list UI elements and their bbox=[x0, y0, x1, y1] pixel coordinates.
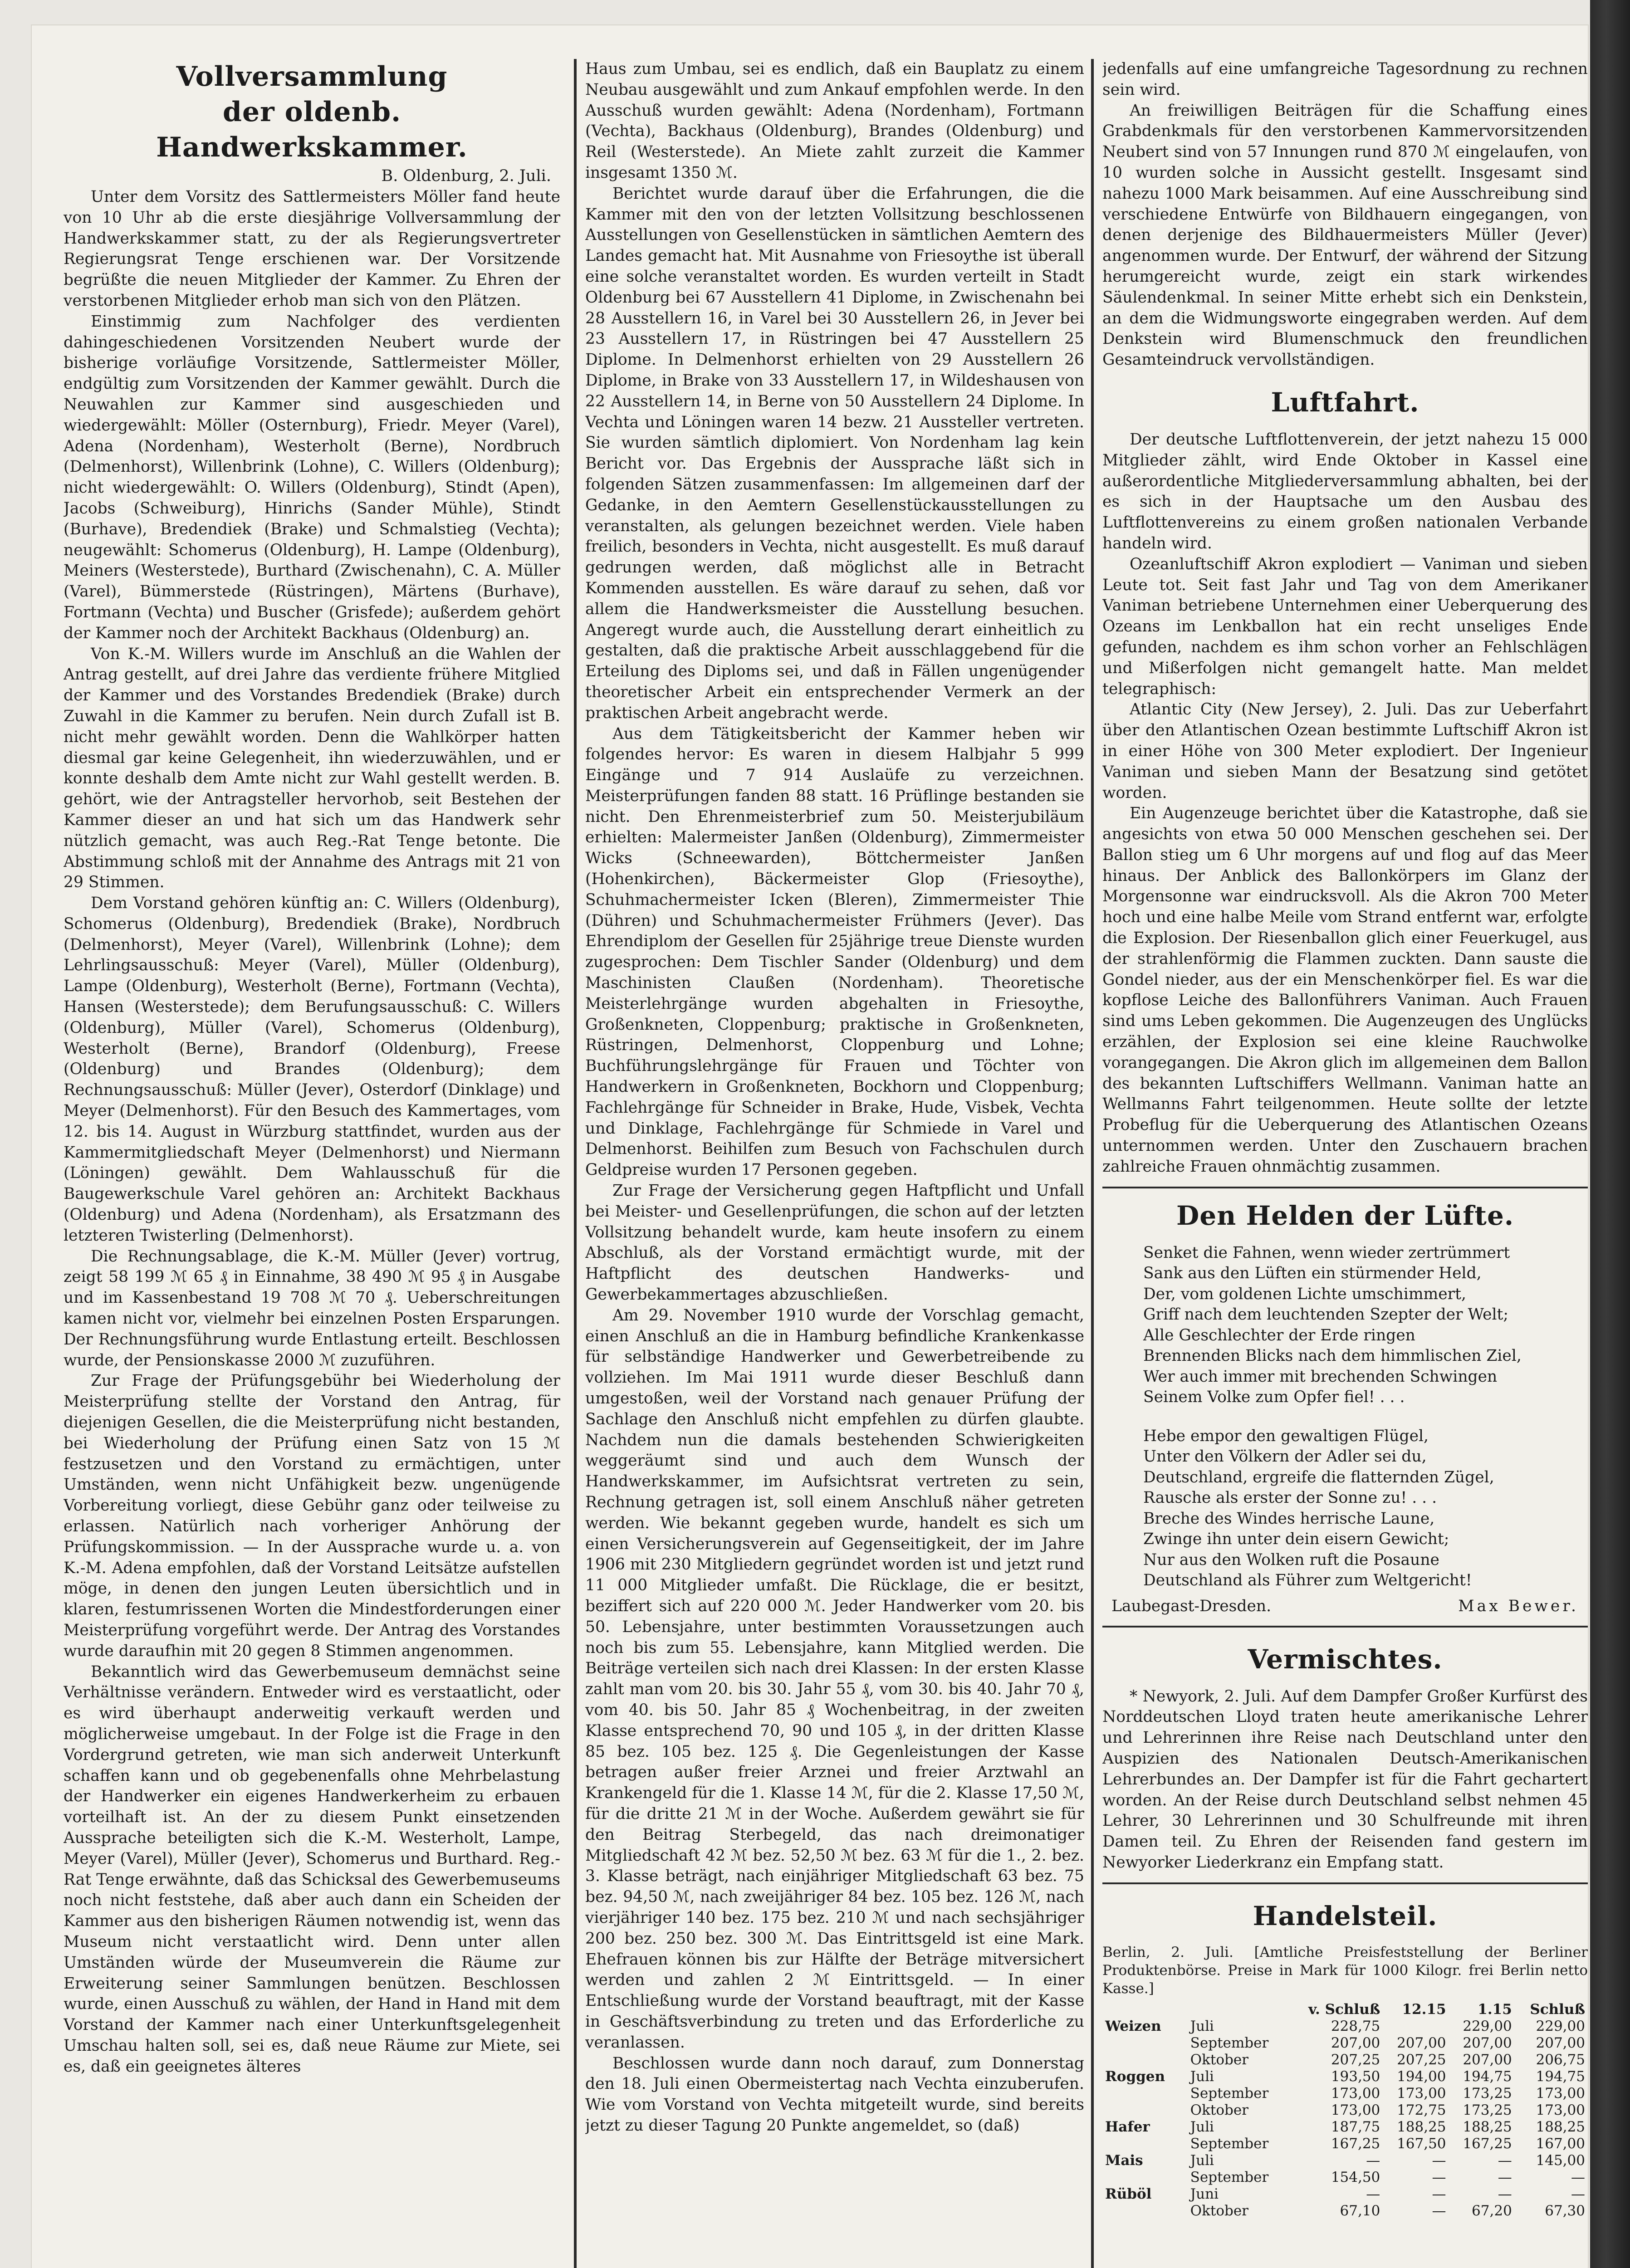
column-2 bbox=[585, 59, 1084, 2268]
paragraph: Aus dem Tätigkeitsbericht der Kammer heben wir folgendes hervor: Es waren in diesem Halbjahr 5 999 Eingänge und 7 914 Auslaüfe zu verzeichnen. Meisterprüfungen fanden 88 statt. 16 Prüflinge bestanden sie nicht. Den Ehrenmeisterbrief zum 50. Meisterjubiläum erhielten: Malermeister Janßen (Oldenburg), Zimmermeister Wicks (Schneewarden), Böttchermeister Janßen (Hohenkirchen), Bäckermeister Glop (Friesoythe), Schuhmachermeister Icken (Bleren), Zimmermeister Thie (Dühren) und Schuhmachermeister Frühmers (Jever). Das Ehrendiplom der Gesellen für 25jährige treue Dienste wurden zugesprochen: Dem Tischler Sander (Oldenburg) und dem Maschinisten Claußen (Nordenham). Theoretische Meisterlehrgänge wurden abgehalten in Friesoythe, Großenkneten, Cloppenburg; praktische in Großenkneten, Rüstringen, Delmenhorst, Cloppenburg und Lohne; Buchführungslehrgänge für Frauen und Töchter von Handwerkern in Großenkneten, Bockhorn und Cloppenburg; Fachlehrgänge für Schneider in Brake, Hude, Visbek, Vechta und Dinklage, Fachlehrgänge für Schmiede in Varel und Delmenhorst. Beihilfen zum Besuch von Fachschulen durch Geldpreise wurden 17 Personen gegeben. bbox=[585, 724, 1084, 1179]
luftfahrt-body bbox=[1102, 430, 1588, 1178]
price-cell: 67,10 bbox=[1340, 2202, 1380, 2219]
divider bbox=[1102, 1626, 1588, 1628]
delivery-month-cell: September bbox=[1190, 2085, 1269, 2102]
poem-line: Senket die Fahnen, wenn wieder zertrümmert bbox=[1143, 1243, 1510, 1262]
price-cell: 229,00 bbox=[1463, 2018, 1512, 2034]
commodity-cell: Mais bbox=[1105, 2152, 1143, 2169]
price-cell: 145,00 bbox=[1536, 2152, 1585, 2169]
delivery-month-cell: September bbox=[1190, 2169, 1269, 2185]
paragraph: Bekanntlich wird das Gewerbemuseum demnächst seine Verhältnisse verändern. Entweder wird es verstaatlicht, oder es wird überhaupt anderweitig verkauft werden und möglicherweise umgebaut. In der Folge ist die Frage in den Vordergrund getreten, wie man sich anderweit Unterkunft schaffen kann und ob gegebenenfalls ohne Mehrbelastung der Handwerker ein eigenes Handwerkerheim zu erbauen vorteilhaft ist. An der zu diesem Punkt einsetzenden Aussprache beteiligten sich die K.-M. Westerholt, Lampe, Meyer (Varel), Müller (Jever), Schomerus und Burthard. Reg.-Rat Tenge erwähnte, daß das Schicksal des Gewerbemuseums noch nicht feststehe, daß aber auch dann ein Scheiden der Kammer aus den bisherigen Räumen notwendig ist, wenn das Museum nicht verstaatlicht wird. Denn unter allen Umständen würde der Museumverein die Räume zur Erweiterung seiner Sammlungen benützen. Beschlossen wurde, einen Ausschuß zu wählen, der Hand in Hand mit dem Vorstand der Kammer nach einer Unterkunftsgelegenheit Umschau halten soll, sei es, daß neue Räume zur Miete, sei es, daß ein geeignetes älteres bbox=[64, 1662, 560, 2076]
price-cell: 188,25 bbox=[1536, 2118, 1585, 2135]
price-cell: — bbox=[1498, 2152, 1512, 2169]
dateline: B. Oldenburg, 2. Juli. bbox=[381, 167, 551, 185]
poem-line: Seinem Volke zum Opfer fiel! . . . bbox=[1143, 1388, 1405, 1407]
price-table-row bbox=[1102, 2068, 1588, 2085]
price-table-column-header: 1.15 bbox=[1478, 2001, 1512, 2018]
section-heading-luftfahrt: Luftfahrt. bbox=[1271, 386, 1420, 418]
price-cell: 173,25 bbox=[1463, 2102, 1512, 2118]
price-table-row bbox=[1102, 2203, 1588, 2219]
paragraph: Von K.-M. Willers wurde im Anschluß an die Wahlen der Antrag gestellt, auf drei Jahre das verdiente frühere Mitglied der Kammer und des Vorstandes Bredendiek (Brake) durch Zuwahl in die Kammer zu berufen. Nein durch Zufall ist B. nicht mehr gewählt worden. Denn die Wahlkörper hatten diesmal gar keine Gelegenheit, ihn wiederzuwählen, und er konnte deshalb dem Amte nicht zur Wahl gestellt werden. B. gehört, wie der Antragsteller hervorhob, seit Bestehen der Kammer dieser an und hat sich um das Handwerk sehr nützlich gemacht, was auch Reg.-Rat Tenge betonte. Die Abstimmung schloß mit der Annahme des Antrags mit 21 von 29 Stimmen. bbox=[64, 645, 560, 892]
delivery-month-cell: Oktober bbox=[1190, 2202, 1249, 2219]
poem-line: Deutschland als Führer zum Weltgericht! bbox=[1143, 1571, 1472, 1590]
price-cell: 207,25 bbox=[1397, 2051, 1446, 2068]
price-cell: — bbox=[1571, 2185, 1585, 2202]
commodity-cell: Roggen bbox=[1105, 2068, 1165, 2085]
price-table-row bbox=[1102, 2169, 1588, 2186]
poem-line: Wer auch immer mit brechenden Schwingen bbox=[1143, 1367, 1498, 1386]
commodity-cell bbox=[1102, 2052, 1181, 2068]
delivery-month-cell: Oktober bbox=[1190, 2051, 1249, 2068]
price-cell: 206,75 bbox=[1536, 2051, 1585, 2068]
price-cell: 188,25 bbox=[1397, 2118, 1446, 2135]
price-cell: 173,00 bbox=[1331, 2102, 1380, 2118]
book-edge bbox=[1590, 0, 1630, 2268]
poem-line: Zwinge ihn unter dein eisern Gewicht; bbox=[1143, 1530, 1449, 1549]
price-table-row bbox=[1102, 2052, 1588, 2068]
price-cell: 167,00 bbox=[1536, 2135, 1585, 2152]
article-title-line1: Vollversammlung bbox=[176, 61, 448, 93]
column-rule bbox=[1091, 59, 1094, 2268]
price-cell bbox=[1383, 2018, 1449, 2035]
price-table-row bbox=[1102, 2085, 1588, 2102]
price-cell: 194,75 bbox=[1536, 2068, 1585, 2085]
paragraph: Haus zum Umbau, sei es endlich, daß ein Bauplatz zu einem Neubau ausgewählt und zum Ankauf empfohlen werde. In den Ausschuß wurden gewählt: Adena (Nordenham), Fortmann (Vechta), Backhaus (Oldenburg), Brandes (Oldenburg) und Reil (Westerstede). An Miete zahlt zurzeit die Kammer insgesamt 1350 ℳ. bbox=[585, 60, 1084, 182]
commodity-cell: Rüböl bbox=[1105, 2185, 1152, 2202]
poem-line: Der, vom goldenen Lichte umschimmert, bbox=[1143, 1285, 1466, 1303]
paragraph: Der deutsche Luftflottenverein, der jetzt nahezu 15 000 Mitglieder zählt, wird Ende Oktober in Kassel eine außerordentliche Mitgliederversammlung abhalten, bei der es sich in der Hauptsache um den Ausbau des Luftflottenvereins zu einem großen nationalen Verbande handeln wird. bbox=[1102, 430, 1588, 552]
article-body-continued bbox=[585, 59, 1084, 2136]
price-cell: 194,00 bbox=[1397, 2068, 1446, 2085]
commodity-cell bbox=[1102, 2136, 1181, 2152]
delivery-month-cell: Juli bbox=[1190, 2018, 1214, 2034]
price-cell: — bbox=[1432, 2202, 1446, 2219]
price-table-column-header: v. Schluß bbox=[1308, 2001, 1380, 2018]
commodity-cell bbox=[1102, 2102, 1181, 2119]
price-cell: 67,20 bbox=[1472, 2202, 1512, 2219]
column-3 bbox=[1102, 59, 1588, 2268]
price-table-row bbox=[1102, 2152, 1588, 2169]
delivery-month-cell: Juli bbox=[1190, 2152, 1214, 2169]
delivery-month-cell: Juli bbox=[1190, 2118, 1214, 2135]
commodity-cell: Weizen bbox=[1105, 2018, 1161, 2034]
price-cell: 173,00 bbox=[1331, 2085, 1380, 2102]
divider bbox=[1102, 1882, 1588, 1884]
paragraph: An freiwilligen Beiträgen für die Schaffung eines Grabdenkmals für den verstorbenen Kammervorsitzenden Neubert sind von 57 Innungen rund 870 ℳ eingelaufen, von 10 wurden solche in Aussicht gestellt. Insgesamt sind nahezu 1000 Mark beisammen. Auf eine Ausschreibung sind verschiedene Entwürfe von Bildhauern eingegangen, von denen derjenige des Bildhauermeisters Müller (Jever) angenommen wurde. Der Entwurf, der während der Sitzung herumgereicht wurde, zeigt ein stark wirkendes Säulendenkmal. In seiner Mitte erhebt sich ein Denkstein, an dem die Widmungsworte eingegraben werden. Auf dem Denkstein wird Blumenschmuck den freundlichen Gesamteindruck vervollständigen. bbox=[1102, 101, 1588, 369]
price-table-row bbox=[1102, 2186, 1588, 2203]
price-cell: 229,00 bbox=[1536, 2018, 1585, 2034]
price-cell: — bbox=[1366, 2185, 1380, 2202]
price-cell: — bbox=[1571, 2169, 1585, 2185]
price-cell: — bbox=[1432, 2185, 1446, 2202]
commodity-cell bbox=[1102, 2169, 1181, 2186]
article-title-line2: der oldenb. Handwerkskammer. bbox=[156, 96, 468, 163]
poem-line: Hebe empor den gewaltigen Flügel, bbox=[1143, 1427, 1429, 1445]
commodity-cell bbox=[1102, 2203, 1181, 2219]
delivery-month-cell: September bbox=[1190, 2135, 1269, 2152]
price-cell: — bbox=[1366, 2152, 1380, 2169]
price-cell: 228,75 bbox=[1331, 2018, 1380, 2034]
paragraph: Ein Augenzeuge berichtet über die Katastrophe, daß sie angesichts von etwa 50 000 Menschen geschehen sei. Der Ballon stieg um 6 Uhr morgens auf und flog auf das Meer hinaus. Der Anblick des Ballonkörpers im Glanz der Morgensonne war eindrucksvoll. Als die Akron 700 Meter hoch und eine halbe Meile vom Strand entfernt war, erfolgte die Explosion. Der Riesenballon glich einer Feuerkugel, aus der strahlenförmig die Flammen zuckten. Dann sauste die Gondel nieder, aus der ein Menschenkörper fiel. Es war die kopflose Leiche des Ballonführers Vaniman. Auch Frauen sind ums Leben gekommen. Die Augenzeugen des Unglücks erzählen, der Explosion sei eine kleine Rauchwolke vorangegangen. Die Akron glich im allgemeinen dem Ballon des bekannten Luftschiffers Wellmann. Vaniman hatte an Wellmanns Fahrt teilgenommen. Heute sollte der letzte Probeflug für die Ueberquerung des Atlantischen Ozeans unternommen werden. Unter den Zuschauern brachen zahlreiche Frauen ohnmächtig zusammen. bbox=[1102, 804, 1588, 1176]
article-body-end bbox=[1102, 59, 1588, 371]
poem-author: Max Bewer. bbox=[1458, 1597, 1579, 1615]
poem-line: Unter den Völkern der Adler sei du, bbox=[1143, 1447, 1427, 1466]
divider bbox=[1102, 1187, 1588, 1188]
paragraph: Zur Frage der Prüfungsgebühr bei Wiederholung der Meisterprüfung stellte der Vorstand den Antrag, für diejenigen Gesellen, die die Meisterprüfung nicht bestanden, bei Wiederholung der Prüfung einen Satz von 15 ℳ festzusetzen und den Vorstand zu ermächtigen, unter Umständen, wenn nicht Unfähigkeit bezw. ungenügende Vorbereitung vorliegt, diese Gebühr ganz oder teilweise zu erlassen. Natürlich nach vorheriger Anhörung der Prüfungskommission. — In der Aussprache wurde u. a. von K.-M. Adena empfohlen, daß der Vorstand Leitsätze aufstellen möge, in denen den jungen Leuten übersichtlich und in klaren, festumrissenen Worten die Mindestforderungen einer Meisterprüfung vorgeführt werde. Der Antrag des Vorstandes wurde daraufhin mit 20 gegen 8 Stimmen angenommen. bbox=[64, 1372, 560, 1660]
price-cell: 154,50 bbox=[1331, 2169, 1380, 2185]
commodity-cell bbox=[1102, 2035, 1181, 2052]
price-cell: 167,25 bbox=[1463, 2135, 1512, 2152]
price-cell: 173,00 bbox=[1536, 2102, 1585, 2118]
price-table-column-header bbox=[1102, 2001, 1181, 2018]
price-cell: 173,25 bbox=[1463, 2085, 1512, 2102]
price-table-row bbox=[1102, 2119, 1588, 2136]
paragraph: Dem Vorstand gehören künftig an: C. Willers (Oldenburg), Schomerus (Oldenburg), Bredendiek (Brake), Nordbruch (Delmenhorst), Meyer (Varel), Willenbrink (Lohne); dem Lehrlingsausschuß: Meyer (Varel), Müller (Oldenburg), Lampe (Oldenburg), Westerholt (Berne), Fortmann (Vechta), Hansen (Westerstede); dem Berufungsausschuß: C. Willers (Oldenburg), Müller (Varel), Schomerus (Oldenburg), Westerholt (Berne), Brandorf (Oldenburg), Freese (Oldenburg) und Brandes (Oldenburg); dem Rechnungsausschuß: Müller (Jever), Osterdorf (Dinklage) und Meyer (Delmenhorst). Für den Besuch des Kammertages, vom 12. bis 14. August in Würzburg stattfindet, wurden aus der Kammermitgliedschaft Meyer (Delmenhorst) und Niermann (Löningen) gewählt. Dem Wahlausschuß für die Baugewerkschule Varel gehören an: Architekt Backhaus (Oldenburg) und Adena (Nordenham), als Ersatzmann des letzteren Twisterling (Delmenhorst). bbox=[64, 894, 560, 1245]
poem bbox=[1102, 1243, 1588, 1591]
delivery-month-cell: September bbox=[1190, 2034, 1269, 2051]
poem-title: Den Helden der Lüfte. bbox=[1176, 1200, 1514, 1231]
poem-place: Laubegast-Dresden. bbox=[1111, 1597, 1272, 1615]
price-cell: 207,00 bbox=[1463, 2051, 1512, 2068]
poem-line: Griff nach dem leuchtenden Szepter der Welt; bbox=[1143, 1305, 1509, 1324]
commodity-cell: Hafer bbox=[1105, 2118, 1150, 2135]
price-cell: 207,00 bbox=[1331, 2034, 1380, 2051]
delivery-month-cell: Oktober bbox=[1190, 2102, 1249, 2118]
poem-line: Deutschland, ergreife die flatternden Zügel, bbox=[1143, 1468, 1494, 1486]
column-1 bbox=[64, 59, 560, 2268]
price-table-column-header: 12.15 bbox=[1402, 2001, 1446, 2018]
column-rule bbox=[574, 59, 577, 2268]
paragraph: jedenfalls auf eine umfangreiche Tagesordnung zu rechnen sein wird. bbox=[1102, 60, 1588, 99]
poem-line: Breche des Windes herrische Laune, bbox=[1143, 1509, 1435, 1528]
poem-line: Brennenden Blicks nach dem himmlischen Ziel, bbox=[1143, 1347, 1522, 1365]
poem-line: Sank aus den Lüften ein stürmender Held, bbox=[1143, 1264, 1482, 1283]
price-cell: 172,75 bbox=[1397, 2102, 1446, 2118]
delivery-month-cell: Juli bbox=[1190, 2068, 1214, 2085]
delivery-month-cell: Juni bbox=[1190, 2185, 1219, 2202]
price-cell: 188,25 bbox=[1463, 2118, 1512, 2135]
price-table-row bbox=[1102, 2102, 1588, 2119]
price-cell: 173,00 bbox=[1536, 2085, 1585, 2102]
price-cell: 167,25 bbox=[1331, 2135, 1380, 2152]
price-cell: 173,00 bbox=[1397, 2085, 1446, 2102]
price-cell: — bbox=[1432, 2169, 1446, 2185]
paragraph: Ozeanluftschiff Akron explodiert — Vaniman und sieben Leute tot. Seit fast Jahr und Tag von dem Amerikaner Vaniman betriebene Unternehmen einer Ueberquerung des Ozeans im Lenkballon hat ein recht unseliges Ende gefunden, nachdem es ihm schon vorher an Fehlschlägen und Mißerfolgen nicht gemangelt hatte. Man meldet telegraphisch: bbox=[1102, 555, 1588, 698]
poem-signature bbox=[1102, 1596, 1588, 1617]
paragraph: Berichtet wurde darauf über die Erfahrungen, die die Kammer mit den von der letzten Vollsitzung beschlossenen Ausstellungen von Gesellenstücken in sämtlichen Aemtern des Landes gemacht hat. Mit Ausnahme von Friesoythe ist überall eine solche veranstaltet worden. Es wurden verteilt in Stadt Oldenburg bei 67 Ausstellern 41 Diplome, in Zwischenahn bei 28 Ausstellern 16, in Varel bei 30 Ausstellern 26, in Jever bei 23 Ausstellern 17, in Rüstringen bei 47 Ausstellern 25 Diplome. In Delmenhorst erhielten von 29 Ausstellern 26 Diplome, in Brake von 33 Ausstellern 17, in Wildeshausen von 22 Ausstellern 14, in Berne von 50 Ausstellern 24 Diplome. In Vechta und Löningen waren 14 bezw. 21 Aussteller vertreten. Sie wurden sämtlich diplomiert. Von Nordenham lag kein Bericht vor. Das Ergebnis der Aussprache läßt sich in folgenden Sätzen zusammenfassen: Im allgemeinen darf der Gedanke, in den Aemtern Gesellenstückausstellungen zu veranstalten, als gelungen bezeichnet werden. Viele haben freilich, besonders in Vechta, nicht ausgestellt. Es muß darauf gedrungen werden, daß möglichst alle in Betracht Kommenden ausstellen. Es wäre darauf zu sehen, daß vor allem die Handwerksmeister die Ausstellung besuchen. Angeregt wurde auch, die Ausstellung derart einheitlich zu gestalten, daß die praktische Arbeit ausschlaggebend für die Erteilung des Diploms sei, und daß in Fällen ungenügender theoretischer Arbeit ein entsprechender Vermerk an der praktischen Arbeit angebracht werde. bbox=[585, 184, 1084, 722]
price-cell: 207,00 bbox=[1536, 2034, 1585, 2051]
paragraph: Am 29. November 1910 wurde der Vorschlag gemacht, einen Anschluß an die in Hamburg befindliche Krankenkasse für selbständige Handwerker und Gewerbetreibende zu vollziehen. Im Mai 1911 wurde dieser Beschluß dann umgestoßen, weil der Vorstand nach genauer Prüfung der Sachlage den Anschluß nicht empfehlen zu dürfen glaubte. Nachdem nun die damals bestehenden Schwierigkeiten weggeräumt sind und auch dem Wunsch der Handwerkskammer, im Aufsichtsrat vertreten zu sein, Rechnung getragen ist, soll einem Anschluß näher getreten werden. Wie bekannt gegeben wurde, handelt es sich um einen Versicherungsverein auf Gegenseitigkeit, der im Jahre 1906 mit 230 Mitgliedern gegründet worden ist und jetzt rund 11 000 Mitglieder umfaßt. Die Rücklage, die er besitzt, beziffert sich auf 220 000 ℳ. Jeder Handwerker vom 20. bis 50. Lebensjahre, unter bestimmten Voraussetzungen auch noch bis zum 55. Lebensjahre, kann Mitglied werden. Die Beiträge verteilen sich nach drei Klassen: In der ersten Klasse zahlt man vom 20. bis 30. Jahr 55 ₰, vom 30. bis 40. Jahr 70 ₰, vom 40. bis 50. Jahr 85 ₰ Wochenbeitrag, in der zweiten Klasse entsprechend 70, 90 und 105 ₰, in der dritten Klasse 85 bez. 105 bez. 125 ₰. Die Gegenleistungen der Kasse betragen außer freier Arznei und freier Arztwahl an Krankengeld für die 1. Klasse 14 ℳ, für die 2. Klasse 17,50 ℳ, für die dritte 21 ℳ in der Woche. Außerdem gewährt sie für den Beitrag Sterbegeld, das nach dreimonatiger Mitgliedschaft 42 ℳ bez. 52,50 ℳ bez. 63 ℳ für die 1., 2. bez. 3. Klasse beträgt, nach einjähriger Mitgliedschaft 63 bez. 75 bez. 94,50 ℳ, nach zweijähriger 84 bez. 105 bez. 126 ℳ, nach vierjähriger 140 bez. 175 bez. 210 ℳ und nach sechsjähriger 200 bez. 250 bez. 300 ℳ. Das Eintrittsgeld ist eine Mark. Ehefrauen können bis zur Hälfte der Beträge mitversichert werden und zahlen 2 ℳ Eintrittsgeld. — In einer Entschließung wurde der Vorstand beauftragt, mit der Kasse in Geschäftsverbindung zu treten und das Erforderliche zu veranlassen. bbox=[585, 1306, 1084, 2052]
commodity-cell bbox=[1102, 2085, 1181, 2102]
poem-line: Alle Geschlechter der Erde ringen bbox=[1143, 1326, 1415, 1344]
paragraph: Beschlossen wurde dann noch darauf, zum Donnerstag den 18. Juli einen Obermeistertag nach Vechta einzuberufen. Wie vom Vorstand von Vechta mitgeteilt wurde, sind bereits jetzt zu dieser Tagung 20 Punkte angemeldet, so (daß) bbox=[585, 2054, 1084, 2135]
market-intro: Berlin, 2. Juli. [Amtliche Preisfeststellung der Berliner Produktenbörse. Preise in Mark für 1000 Kilogr. frei Berlin netto Kasse.] bbox=[1102, 1944, 1588, 1997]
price-cell: 187,75 bbox=[1331, 2118, 1380, 2135]
price-cell: 67,30 bbox=[1545, 2202, 1585, 2219]
paragraph: Atlantic City (New Jersey), 2. Juli. Das zur Ueberfahrt über den Atlantischen Ozean bestimmte Luftschiff Akron ist in einer Höhe von 300 Meter explodiert. Der Ingenieur Vaniman und sieben Mann der Besatzung sind getötet worden. bbox=[1102, 700, 1588, 802]
vermischtes-body: * Newyork, 2. Juli. Auf dem Dampfer Großer Kurfürst des Norddeutschen Lloyd traten heute amerikanische Lehrer und Lehrerinnen ihre Reise nach Deutschland unter den Auspizien des Nationalen Deutsch-Amerikanischen Lehrerbundes an. Der Dampfer ist für die Fahrt gechartert worden. An der Reise durch Deutschland selbst nehmen 45 Lehrer, 30 Lehrerinnen und 30 Schulfreunde mit ihren Damen teil. Zu Ehren der Reisenden fand gestern im Newyorker Liederkranz ein Empfang statt. bbox=[1102, 1687, 1588, 1872]
section-heading-vermischtes: Vermischtes. bbox=[1248, 1643, 1443, 1675]
section-heading-handel: Handelsteil. bbox=[1253, 1900, 1438, 1931]
price-cell: — bbox=[1432, 2152, 1446, 2169]
paragraph: Einstimmig zum Nachfolger des verdienten dahingeschiedenen Vorsitzenden Neubert wurde der bisherige vorläufige Vorsitzende, Sattlermeister Möller, endgültig zum Vorsitzenden der Kammer gewählt. Durch die Neuwahlen zur Kammer sind ausgeschieden und wiedergewählt: Möller (Osternburg), Friedr. Meyer (Varel), Adena (Nordenham), Westerholt (Berne), Nordbruch (Delmenhorst), Willenbrink (Lohne), C. Willers (Oldenburg); nicht wiedergewählt: O. Willers (Oldenburg), Stindt (Apen), Jacobs (Schweiburg), Hinrichs (Sander Mühle), Stindt (Burhave), Bredendiek (Brake) und Schmalstieg (Vechta); neugewählt: Schomerus (Oldenburg), H. Lampe (Oldenburg), Meiners (Westerstede), Burthard (Zwischenahn), C. A. Müller (Varel), Bümmerstede (Rüstringen), Märtens (Burhave), Fortmann (Vechta) und Buscher (Grisfede); außerdem gehört der Kammer noch der Architekt Backhaus (Oldenburg) an. bbox=[64, 312, 560, 642]
paragraph: Die Rechnungsablage, die K.-M. Müller (Jever) vortrug, zeigt 58 199 ℳ 65 ₰ in Einnahme, 38 490 ℳ 95 ₰ in Ausgabe und im Kassenbestand 19 708 ℳ 70 ₰. Ueberschreitungen kamen nicht vor, vielmehr bei einzelnen Posten Ersparungen. Der Rechnungsführung wurde Entlastung erteilt. Beschlossen wurde, der Pensionskasse 2000 ℳ zuzuführen. bbox=[64, 1247, 560, 1369]
price-table-row bbox=[1102, 2018, 1588, 2035]
paragraph: Zur Frage der Versicherung gegen Haftpflicht und Unfall bei Meister- und Gesellenprüfungen, die schon auf der letzten Vollsitzung behandelt wurde, kam heute insofern zu einem Abschluß, als der Vorstand ermächtigt wurde, mit der Haftpflicht des deutschen Handwerks- und Gewerbekammertages abzuschließen. bbox=[585, 1182, 1084, 1304]
price-table-header bbox=[1102, 2001, 1588, 2018]
article-body bbox=[64, 187, 560, 2077]
poem-line: Nur aus den Wolken ruft die Posaune bbox=[1143, 1550, 1439, 1569]
price-table-row bbox=[1102, 2035, 1588, 2052]
price-table bbox=[1102, 2001, 1588, 2219]
price-cell: 194,75 bbox=[1463, 2068, 1512, 2085]
price-cell: 207,25 bbox=[1331, 2051, 1380, 2068]
poem-line: Rausche als erster der Sonne zu! . . . bbox=[1143, 1489, 1437, 1507]
price-table-row bbox=[1102, 2136, 1588, 2152]
price-cell: — bbox=[1498, 2169, 1512, 2185]
paragraph: Unter dem Vorsitz des Sattlermeisters Möller fand heute von 10 Uhr ab die erste diesjährige Vollversammlung der Handwerkskammer statt, zu der als Regierungsvertreter Regierungsrat Tenge erschienen war. Der Vorsitzende begrüßte die neuen Mitglieder der Kammer. Zu Ehren der verstorbenen Mitglieder erhob man sich von den Plätzen. bbox=[64, 188, 560, 310]
price-table-column-header: Schluß bbox=[1530, 2001, 1585, 2018]
price-cell: 207,00 bbox=[1397, 2034, 1446, 2051]
poem-stanza bbox=[1143, 1426, 1588, 1591]
price-table-column-header bbox=[1181, 2001, 1290, 2018]
price-cell: — bbox=[1498, 2185, 1512, 2202]
price-cell: 193,50 bbox=[1331, 2068, 1380, 2085]
poem-stanza bbox=[1143, 1243, 1588, 1408]
price-cell: 167,50 bbox=[1397, 2135, 1446, 2152]
price-cell: 207,00 bbox=[1463, 2034, 1512, 2051]
